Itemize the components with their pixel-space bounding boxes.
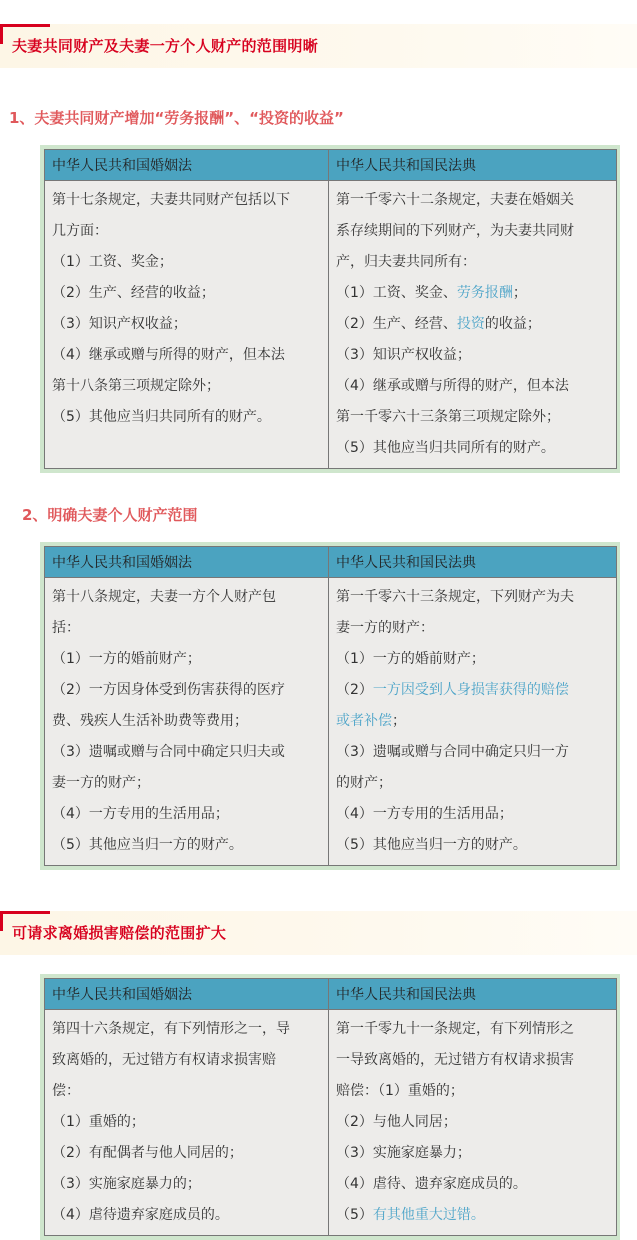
text-line: （2）生产、经营的收益； [52, 285, 215, 301]
text-line: 第四十六条规定，有下列情形之一，导 [52, 1021, 290, 1037]
banner-corner-accent [0, 24, 50, 27]
text-line: （2）与他人同居； [336, 1114, 457, 1130]
header-marriage-law: 中华人民共和国婚姻法 [45, 547, 329, 578]
text-line: 妻一方的财产： [336, 620, 434, 636]
text-run: （5） [336, 1207, 373, 1223]
text-line: （1）工资、奖金； [52, 254, 173, 270]
section-banner-2 [0, 911, 637, 955]
text-line: （4）继承或赠与所得的财产，但本法 [52, 347, 285, 363]
text-line: 几方面： [52, 223, 108, 239]
text-line: （3）知识产权收益； [336, 347, 471, 363]
highlighted-term: 劳务报酬 [456, 285, 513, 301]
text-line: （5）其他应当归共同所有的财产。 [52, 409, 271, 425]
text-line: 费、残疾人生活补助费等费用； [52, 713, 248, 729]
text-line: 第十八条第三项规定除外； [52, 378, 220, 394]
text-line: （5）其他应当归共同所有的财产。 [336, 440, 555, 456]
header-marriage-law: 中华人民共和国婚姻法 [45, 150, 329, 181]
section-title: 夫妻共同财产及夫妻一方个人财产的范围明晰 [12, 37, 319, 55]
text-line [336, 706, 610, 737]
text-line: 第一千零九十一条规定，有下列情形之 [336, 1021, 574, 1037]
marriage-law-cell [45, 181, 329, 469]
text-line [336, 1200, 610, 1231]
comparison-table-1 [40, 145, 620, 473]
text-line: 赔偿：（1）重婚的； [336, 1083, 464, 1099]
text-run: （2）生产、经营、 [336, 316, 457, 332]
text-line [336, 309, 610, 340]
civil-code-cell [329, 1010, 617, 1236]
text-run: ； [512, 285, 527, 301]
text-line: （3）遗嘱或赠与合同中确定只归夫或 [52, 744, 285, 760]
header-civil-code: 中华人民共和国民法典 [329, 150, 617, 181]
header-civil-code: 中华人民共和国民法典 [329, 979, 617, 1010]
text-line: 第十七条规定，夫妻共同财产包括以下 [52, 192, 290, 208]
banner-corner-accent-vertical [0, 24, 3, 44]
text-line [336, 675, 610, 706]
text-line: （4）一方专用的生活用品； [52, 806, 229, 822]
comparison-table-2 [40, 542, 620, 870]
text-line: （4）一方专用的生活用品； [336, 806, 513, 822]
text-line: （3）实施家庭暴力； [336, 1145, 471, 1161]
text-line: （3）遗嘱或赠与合同中确定只归一方 [336, 744, 569, 760]
subheading-2: 2、明确夫妻个人财产范围 [22, 506, 198, 524]
header-civil-code: 中华人民共和国民法典 [329, 547, 617, 578]
comparison-table-3 [40, 974, 620, 1240]
text-line: （1）一方的婚前财产； [336, 651, 485, 667]
text-line: 的财产； [336, 775, 392, 791]
text-line: 偿： [52, 1083, 80, 1099]
text-line: （4）虐待、遗弃家庭成员的。 [336, 1176, 527, 1192]
civil-code-cell [329, 181, 617, 469]
text-line: （1）重婚的； [52, 1114, 145, 1130]
text-line: 系存续期间的下列财产，为夫妻共同财 [336, 223, 574, 239]
text-line: （5）其他应当归一方的财产。 [336, 837, 527, 853]
header-marriage-law: 中华人民共和国婚姻法 [45, 979, 329, 1010]
section-banner-1 [0, 24, 637, 68]
text-line: 第一千零六十二条规定，夫妻在婚姻关 [336, 192, 574, 208]
text-line: 致离婚的，无过错方有权请求损害赔 [52, 1052, 276, 1068]
banner-corner-accent [0, 911, 50, 914]
text-run: 的收益； [484, 316, 541, 332]
text-line: （4）继承或赠与所得的财产，但本法 [336, 378, 569, 394]
text-run: （1）工资、奖金、 [336, 285, 457, 301]
text-line: 第十八条规定，夫妻一方个人财产包 [52, 589, 276, 605]
highlighted-term: 有其他重大过错。 [372, 1207, 485, 1223]
text-line: 产，归夫妻共同所有： [336, 254, 476, 270]
text-line: （5）其他应当归一方的财产。 [52, 837, 243, 853]
section-title: 可请求离婚损害赔偿的范围扩大 [12, 924, 227, 942]
marriage-law-cell [45, 1010, 329, 1236]
text-line: 第一千零六十三条第三项规定除外； [336, 409, 560, 425]
text-line: （3）知识产权收益； [52, 316, 187, 332]
highlighted-term: 或者补偿 [336, 713, 392, 729]
text-line: 妻一方的财产； [52, 775, 150, 791]
highlighted-term: 投资 [456, 316, 485, 332]
civil-code-cell [329, 578, 617, 866]
text-line: （2）一方因身体受到伤害获得的医疗 [52, 682, 285, 698]
text-run: ； [392, 713, 406, 729]
text-line: 第一千零六十三条规定，下列财产为夫 [336, 589, 574, 605]
text-line: 一导致离婚的，无过错方有权请求损害 [336, 1052, 574, 1068]
text-run: （2） [336, 682, 373, 698]
text-line: （4）虐待遗弃家庭成员的。 [52, 1207, 229, 1223]
subheading-1: 1、夫妻共同财产增加“劳务报酬”、“投资的收益” [9, 109, 344, 127]
text-line: （1）一方的婚前财产； [52, 651, 201, 667]
banner-corner-accent-vertical [0, 911, 3, 931]
text-line: 括： [52, 620, 80, 636]
text-line: （2）有配偶者与他人同居的； [52, 1145, 243, 1161]
text-line: （3）实施家庭暴力的； [52, 1176, 201, 1192]
text-line [336, 278, 610, 309]
marriage-law-cell [45, 578, 329, 866]
highlighted-term: 一方因受到人身损害获得的赔偿 [372, 682, 569, 698]
